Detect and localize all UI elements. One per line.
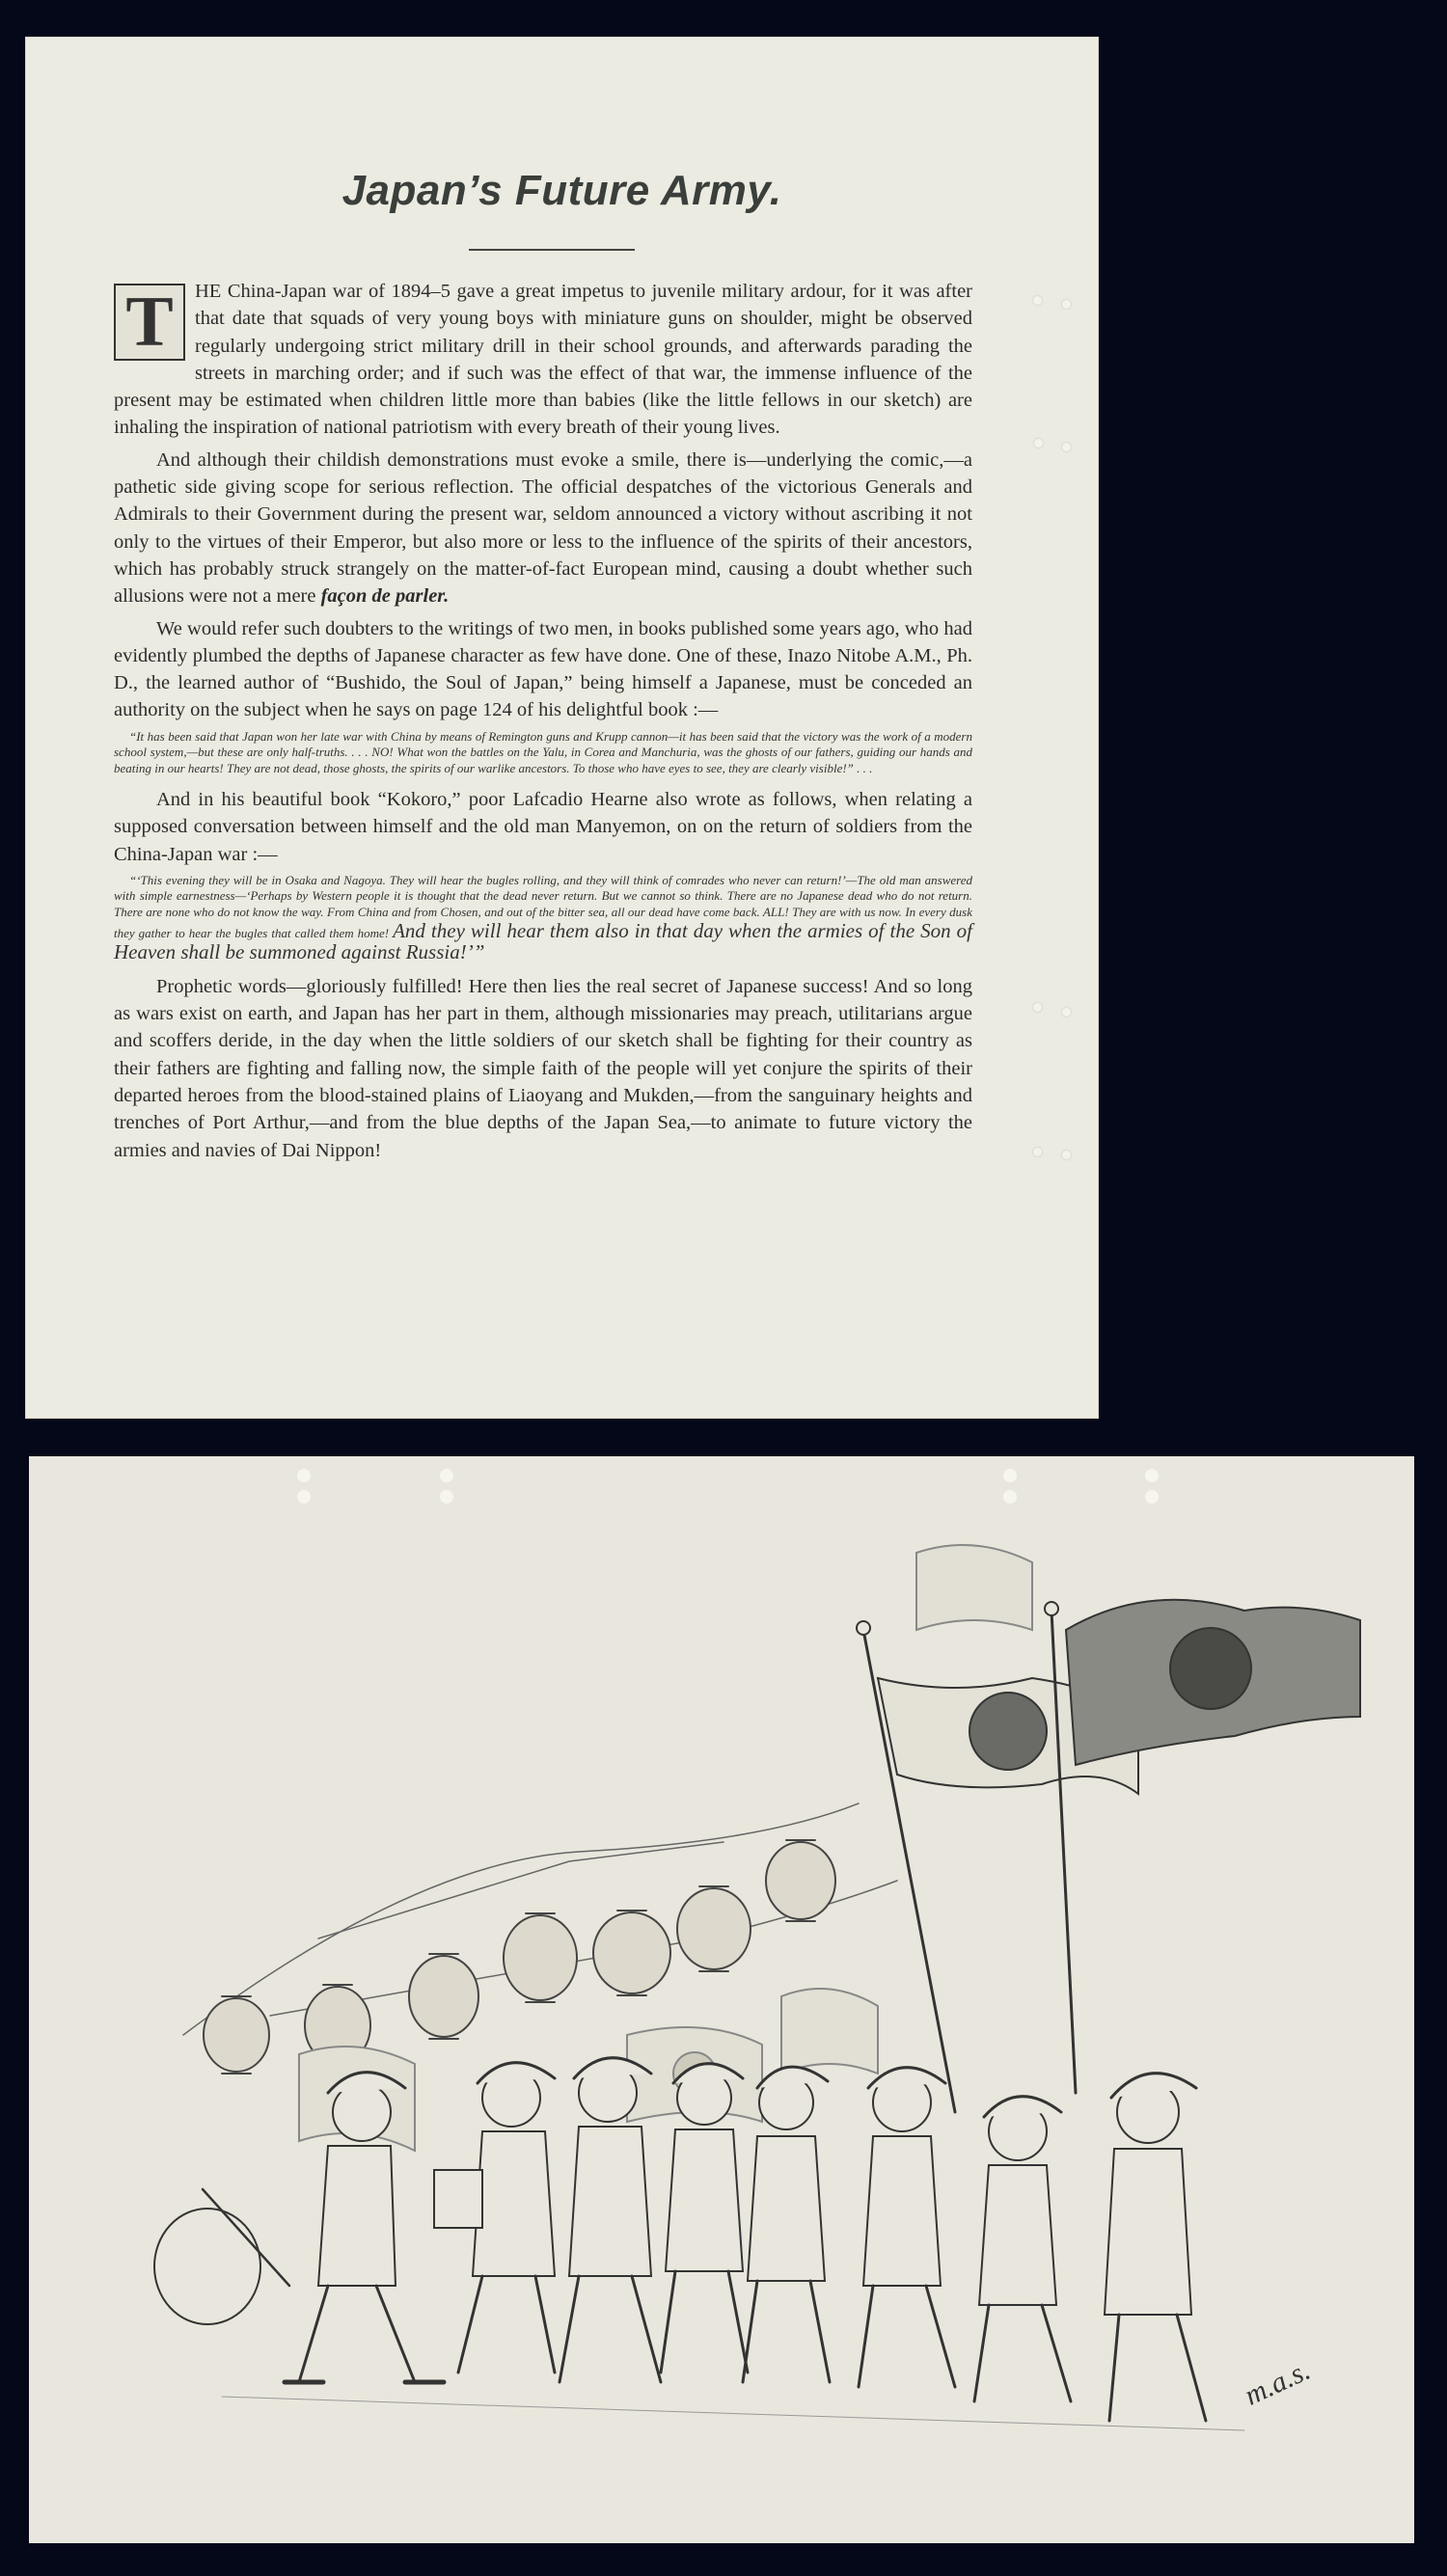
punch-hole: [1033, 1148, 1042, 1156]
quote-nitobe: “It has been said that Japan won her late war with China by means of Remington guns and Krupp cannon—it has been said that the victory was the work of a modern school system,—but these are only half-truths. . . . NO! What won the battles on the Yalu, in Corea and Manchuria, was the ghosts of our fathers, guiding our hands and beating in our hearts! They are not dead, those ghosts, the spirits of our warlike ancestors. To those who have eyes to see, they are clearly visible!” . . .: [114, 728, 972, 775]
punch-hole: [1034, 439, 1043, 447]
illustration-page: [29, 1456, 1414, 2543]
quote-hearne-closing: And they will hear them also in that day when the armies of the Son of Heaven shall be summoned against Russia!’”: [114, 919, 972, 964]
title-divider: [469, 249, 635, 251]
punch-hole: [1062, 1151, 1071, 1159]
flag-bearer-boy: [1105, 2074, 1206, 2421]
paragraph-1: [114, 278, 972, 442]
article-body: [114, 278, 972, 1169]
paragraph-5: Prophetic words—gloriously fulfilled! Here then lies the real secret of Japanese success! And so long as wars exist on earth, and Japan has her part in them, although missionaries may preach, utilitarians argue and scoffers deride, in the day when the little soldiers of our sketch shall be fighting for their country as their fathers are fighting and falling now, the simple faith of the people will yet conjure the spirits of their departed heroes from the blood-stained plains of Liaoyang and Mukden,—from the sanguinary heights and trenches of Port Arthur,—and from the blue depths of the Japan Sea,—to animate to future victory the armies and navies of Dai Nippon!: [114, 975, 972, 1161]
quote-hearne: [114, 873, 972, 963]
paragraph-3: We would refer such doubters to the writings of two men, in books published some years ago, who had evidently plumbed the depths of Japanese character as few have done. One of these, Inazo Nitobe A.M., Ph. D., the learned author of “Bushido, the Soul of Japan,” being himself a Japanese, must be conceded an authority on the subject when he says on page 124 of his delightful book :—: [114, 617, 972, 721]
punch-hole: [1033, 1003, 1042, 1012]
dropcap-letter: T: [125, 283, 174, 362]
paragraph-2: [114, 447, 972, 610]
ground-line: [222, 2397, 1244, 2430]
paragraph-1-text: HE China-Japan war of 1894–5 gave a great impetus to juvenile military ardour, for it was after that date that squads of very young boys with miniature guns on shoulder, might be observed regularly undergoing strict military drill in their school grounds, and afterwards parading the streets in marching order; and if such was the effect of that war, the immense influence of the present may be estimated when children little more than babies (like the little fellows in our sketch) are inhaling the inspiration of national patriotism with every breath of their young lives.: [114, 281, 972, 439]
rising-sun-flag: [1045, 1600, 1360, 2093]
punch-hole: [1062, 1008, 1071, 1017]
punch-holes: [297, 1469, 1159, 1504]
paragraph-2-phrase: façon de parler.: [320, 585, 450, 608]
background-flags: [299, 1545, 1032, 2151]
marching-boys-illustration: [29, 1456, 1414, 2543]
paragraph-2-text: And although their childish demonstrations must evoke a smile, there is—underlying the comic,—a pathetic side giving scope for serious reflection. The official despatches of the victorious Generals and Admirals to their Government during the present war, seldom announced a victory without ascribing it not only to the virtues of their Emperor, but also more or less to the influence of the spirits of their ancestors, which has probably struck strangely on the matter-of-fact European mind, causing a doubt whether such allusions were not a mere: [114, 448, 972, 608]
punch-hole: [1033, 296, 1042, 305]
article-title: Japan’s Future Army.: [341, 167, 782, 214]
punch-hole: [1062, 443, 1071, 451]
marching-boy: [434, 2063, 555, 2373]
paragraph-4: And in his beautiful book “Kokoro,” poor Lafcadio Hearne also wrote as follows, when relating a supposed conversation between himself and the old man Manyemon, on on the return of soldiers from the China-Japan war :—: [114, 788, 972, 865]
punch-hole: [1062, 300, 1071, 309]
quote-hearne-text: “‘This evening they will be in Osaka and Nagoya. They will hear the bugles rolling, and they will think of comrades who never can return!’—The old man answered with simple earnestness—‘Perhaps by Western people it is thought that the dead never return. But we cannot so think. There are no Japanese dead who do not return. There are none who do not know the way. From China and from Chosen, and out of the bitter sea, all our dead have come back. ALL! They are with us now. In every dusk they gather to hear the bugles that called them home!: [114, 872, 972, 941]
artist-signature: m.a.s.: [1240, 2353, 1316, 2412]
dropcap-ornament: [114, 284, 185, 361]
marching-boy: [859, 2068, 955, 2387]
flag-bearer-boy: [974, 2097, 1071, 2401]
text-page: [25, 37, 1099, 1419]
